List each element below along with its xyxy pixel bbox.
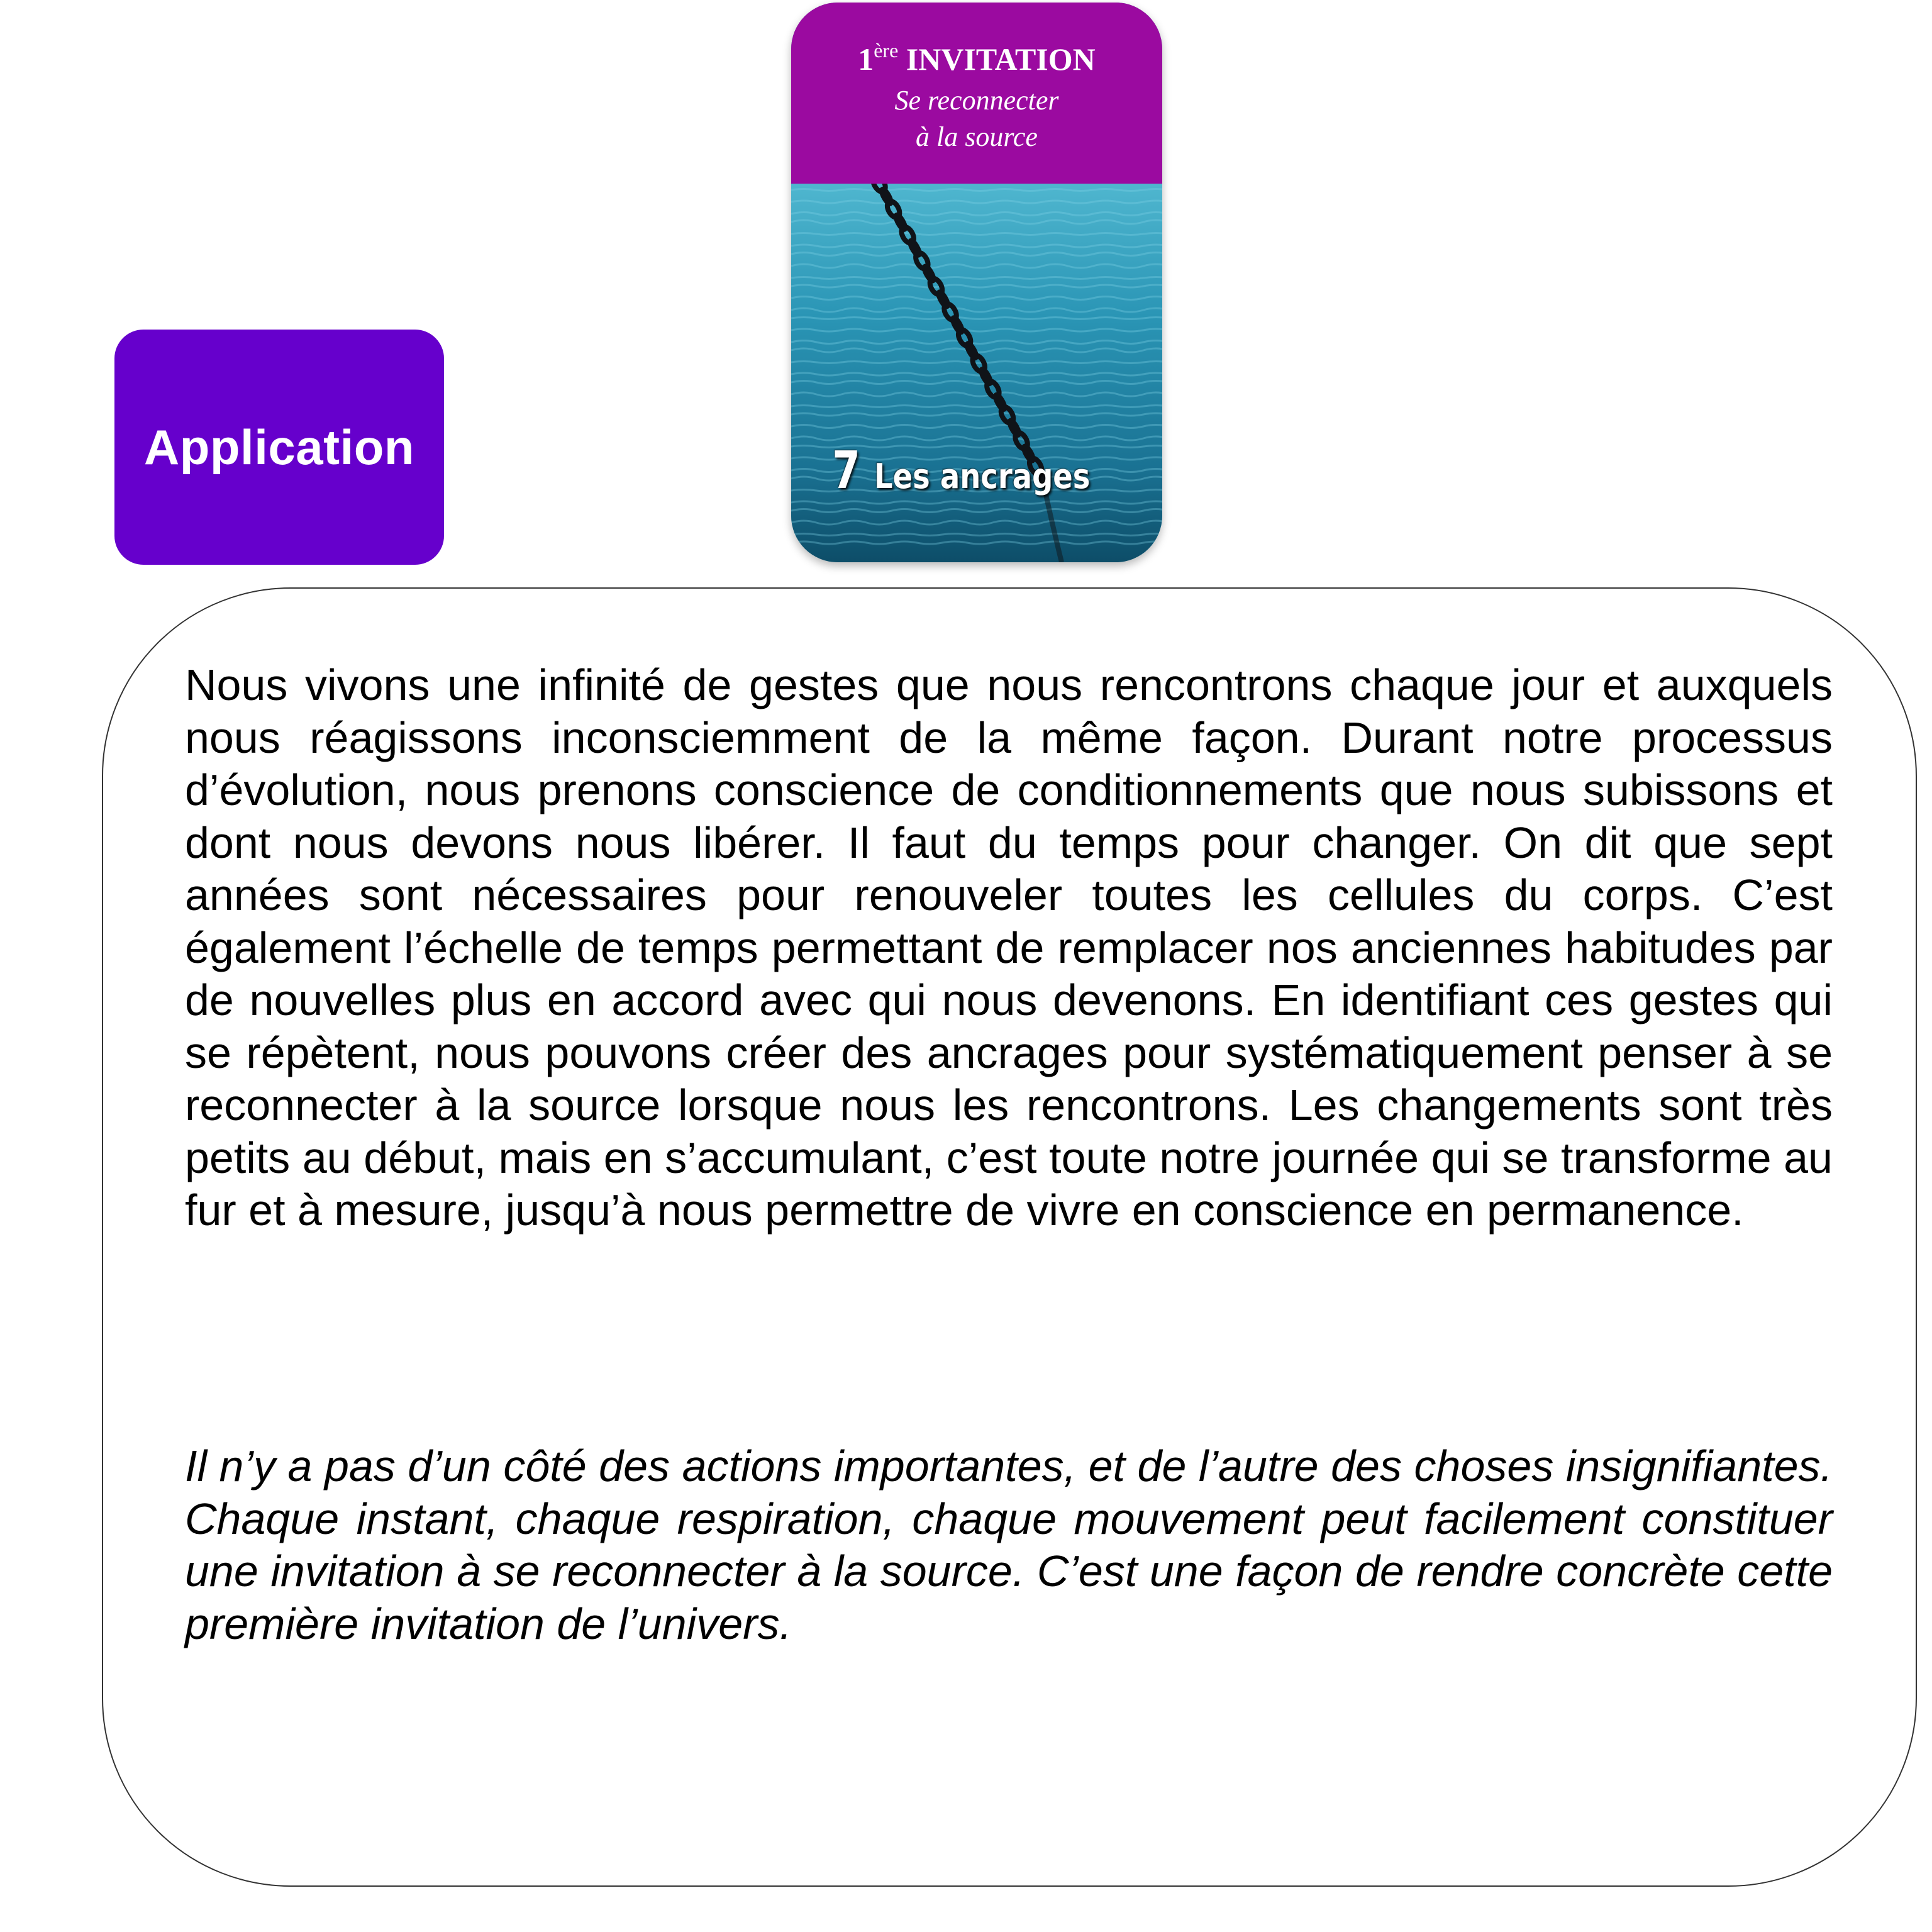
application-badge (114, 330, 444, 565)
paragraph-italic: Il n’y a pas d’un côté des actions importantes, et de l’autre des choses insignifiantes. Chaque instant, chaque respiration, chaque mouvement peut facilement constituer une invitation à se reconnecter à la source. C’est une façon de rendre concrète cette première invitation de l’univers. (185, 1441, 1833, 1648)
card-caption-name: Les ancrages (874, 457, 1091, 496)
card-number-word: INVITATION (906, 42, 1096, 77)
card-caption (791, 441, 1162, 501)
badge-label: Application (143, 419, 415, 475)
water-chain-image (791, 184, 1162, 562)
card-number-digit: 1 (858, 42, 874, 77)
card-title-line-1: Se reconnecter (894, 85, 1059, 116)
card-caption-number: 7 (832, 441, 860, 501)
card-number-suffix: ère (874, 39, 899, 62)
card-title-line-2: à la source (916, 121, 1038, 152)
paragraph-main: Nous vivons une infinité de gestes que nous rencontrons chaque jour et auxquels nous réagissons inconsciemment de la même façon. Durant notre processus d’évolution, nous prenons conscience de conditionnements que nous subissons et dont nous devons nous libérer. Il faut du temps pour changer. On dit que sept années sont nécessaires pour renouveler toutes les cellules du corps. C’est également l’échelle de temps permettant de remplacer nos anciennes habitudes par de nouvelles plus en accord avec qui nous devenons. En identifiant ces gestes qui se répètent, nous pouvons créer des ancrages pour systématiquement penser à se reconnecter à la source lorsque nous les rencontrons. Les changements sont très petits au début, mais en s’accumulant, c’est toute notre journée qui se transforme au fur et à mesure, jusqu’à nous permettre de vivre en conscience en permanence. (185, 660, 1833, 1235)
card-header (791, 3, 1162, 184)
card-number (791, 40, 1162, 75)
invitation-card (791, 3, 1162, 562)
